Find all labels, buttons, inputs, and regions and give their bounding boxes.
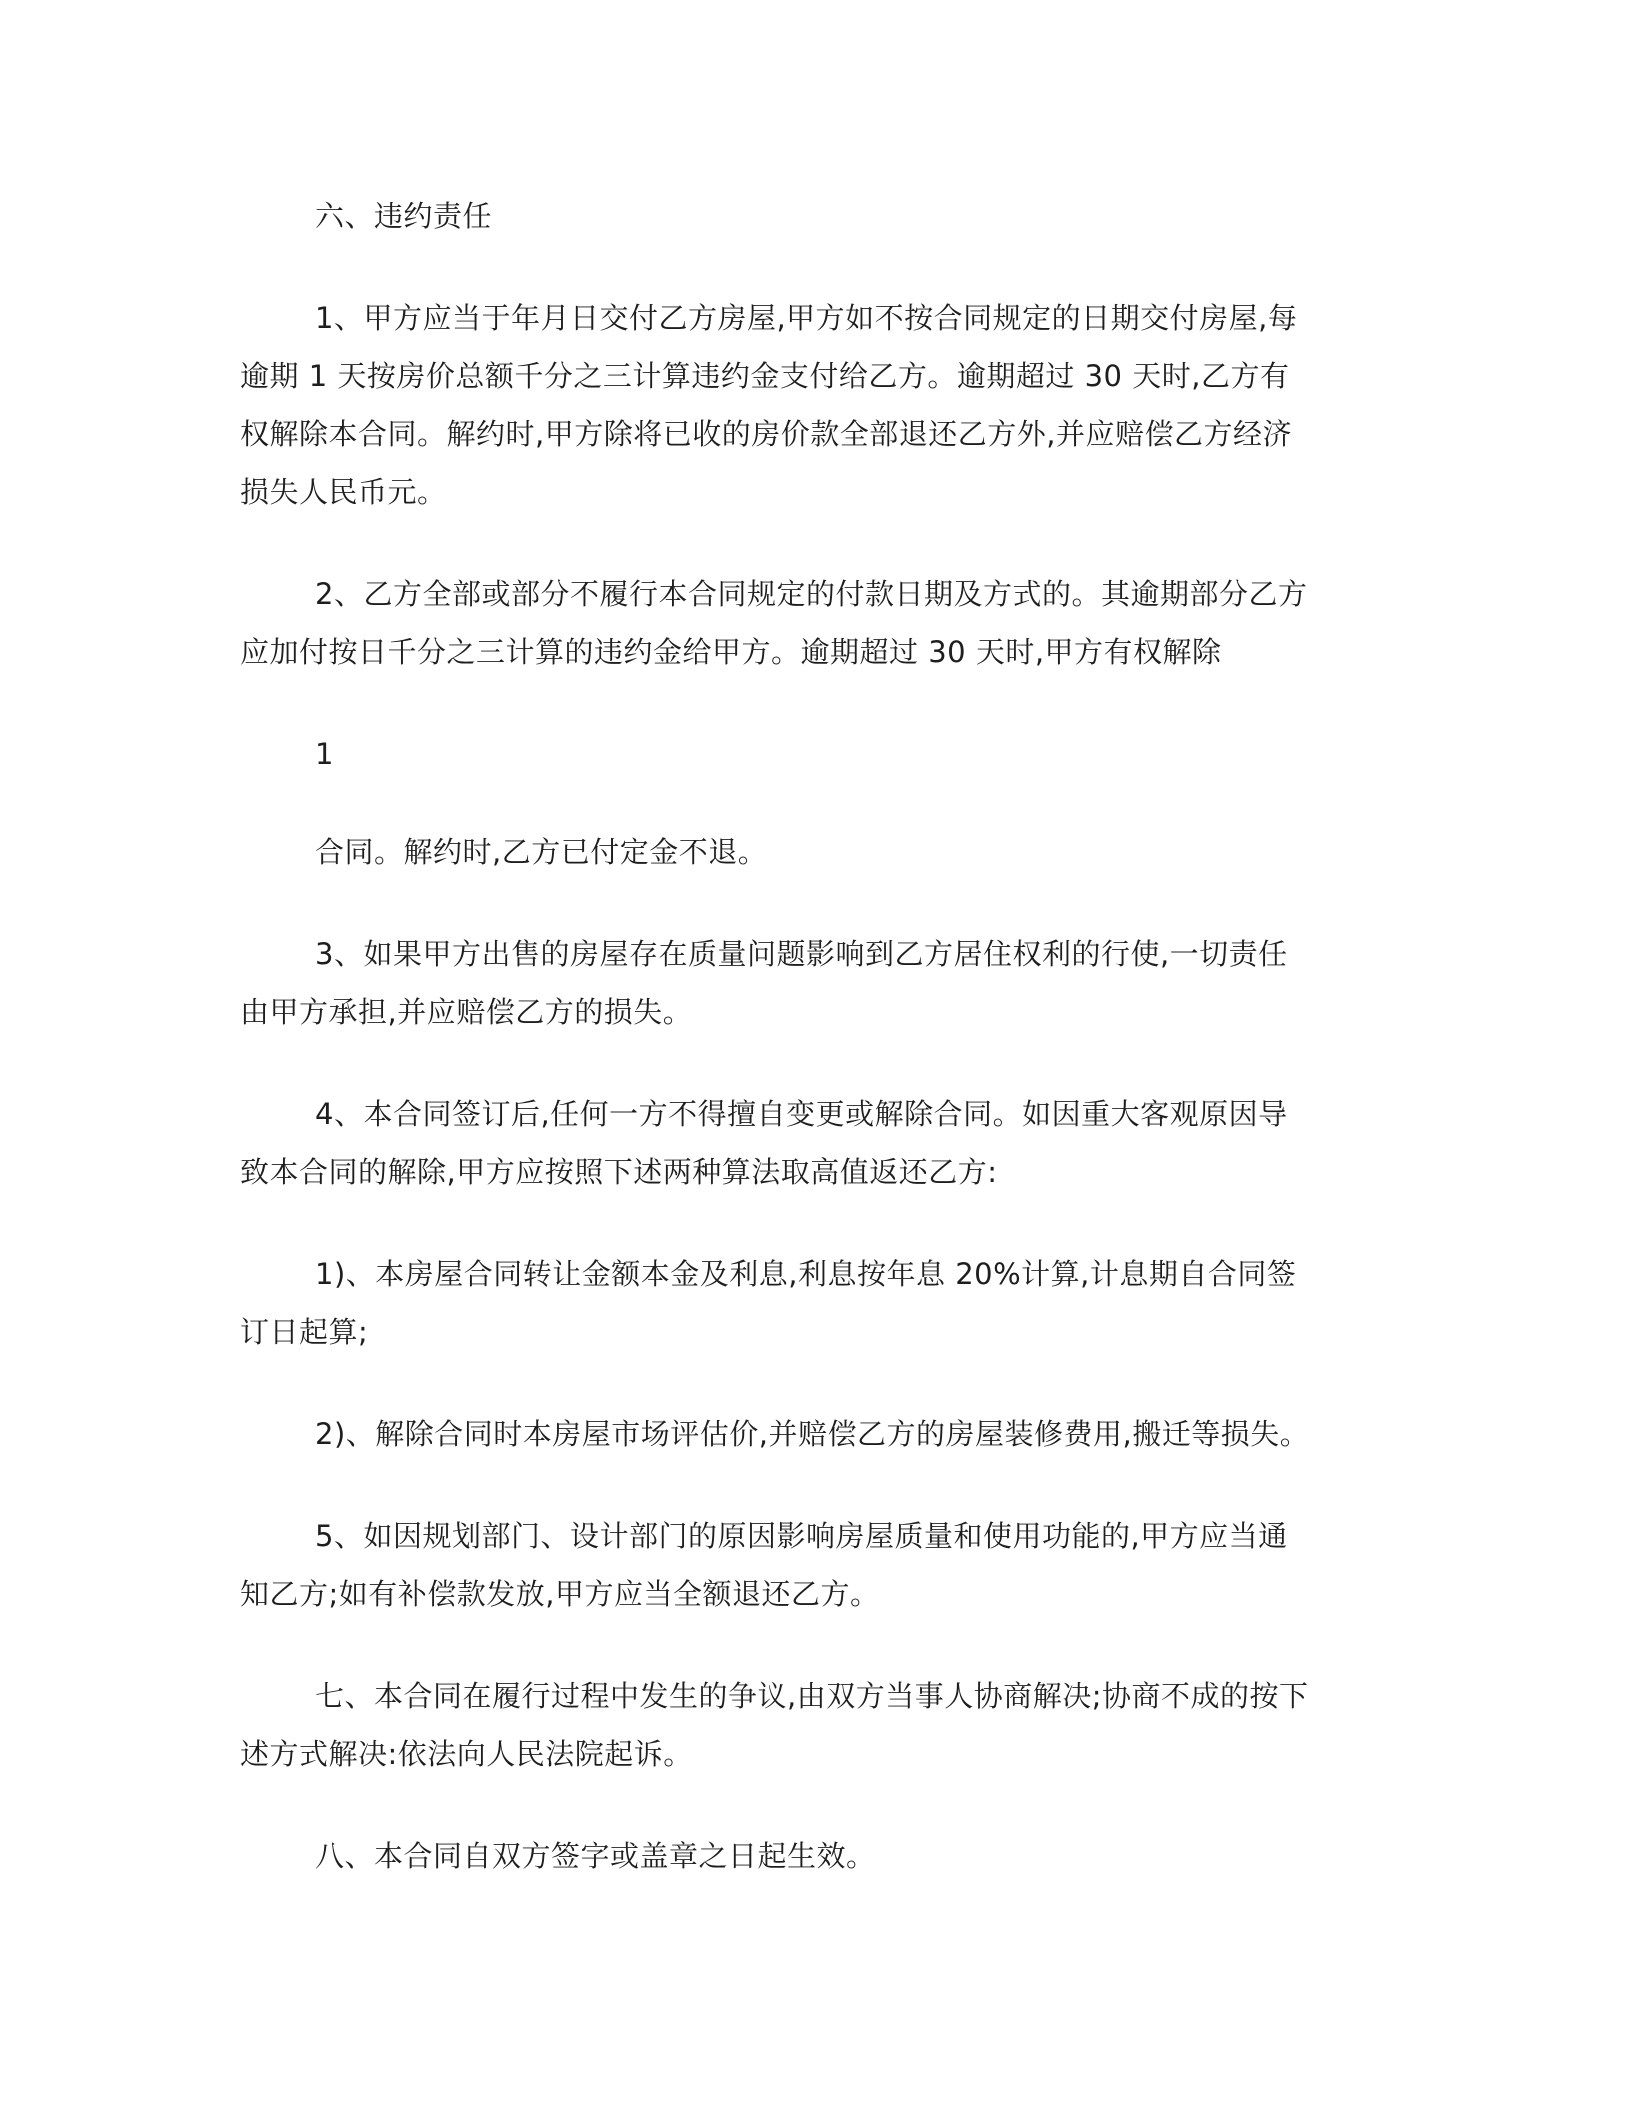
clause-1-line-1: 1、甲方应当于年月日交付乙方房屋,甲方如不按合同规定的日期交付房屋,每 (315, 301, 1298, 335)
clause-1-line-4: 损失人民币元。 (240, 475, 447, 509)
clause-4-item-1-line-1: 1)、本房屋合同转让金额本金及利息,利息按年息 20%计算,计息期自合同签 (315, 1257, 1297, 1291)
section-8: 八、本合同自双方签字或盖章之日起生效。 (315, 1839, 876, 1873)
clause-2-line-1: 2、乙方全部或部分不履行本合同规定的付款日期及方式的。其逾期部分乙方 (315, 577, 1308, 611)
clause-1-line-2: 逾期 1 天按房价总额千分之三计算违约金支付给乙方。逾期超过 30 天时,乙方有 (240, 359, 1290, 393)
section-7-line-1: 七、本合同在履行过程中发生的争议,由双方当事人协商解决;协商不成的按下 (315, 1679, 1309, 1713)
clause-2-continued: 合同。解约时,乙方已付定金不退。 (315, 835, 768, 869)
clause-3-line-1: 3、如果甲方出售的房屋存在质量问题影响到乙方居住权利的行使,一切责任 (315, 937, 1288, 971)
clause-3-line-2: 由甲方承担,并应赔偿乙方的损失。 (240, 995, 693, 1029)
page-number: 1 (315, 737, 334, 771)
clause-5-line-1: 5、如因规划部门、设计部门的原因影响房屋质量和使用功能的,甲方应当通 (315, 1519, 1288, 1553)
clause-4-item-1-line-2: 订日起算; (240, 1315, 369, 1349)
clause-4-line-1: 4、本合同签订后,任何一方不得擅自变更或解除合同。如因重大客观原因导 (315, 1097, 1288, 1131)
clause-4-item-2: 2)、解除合同时本房屋市场评估价,并赔偿乙方的房屋装修费用,搬迁等损失。 (315, 1417, 1310, 1451)
clause-5-line-2: 知乙方;如有补偿款发放,甲方应当全额退还乙方。 (240, 1577, 880, 1611)
clause-2-line-2: 应加付按日千分之三计算的违约金给甲方。逾期超过 30 天时,甲方有权解除 (240, 635, 1222, 669)
section-6-heading: 六、违约责任 (315, 199, 493, 233)
clause-1-line-3: 权解除本合同。解约时,甲方除将已收的房价款全部退还乙方外,并应赔偿乙方经济 (240, 417, 1292, 451)
section-7-line-2: 述方式解决:依法向人民法院起诉。 (240, 1737, 693, 1771)
clause-4-line-2: 致本合同的解除,甲方应按照下述两种算法取高值返还乙方: (240, 1155, 998, 1189)
